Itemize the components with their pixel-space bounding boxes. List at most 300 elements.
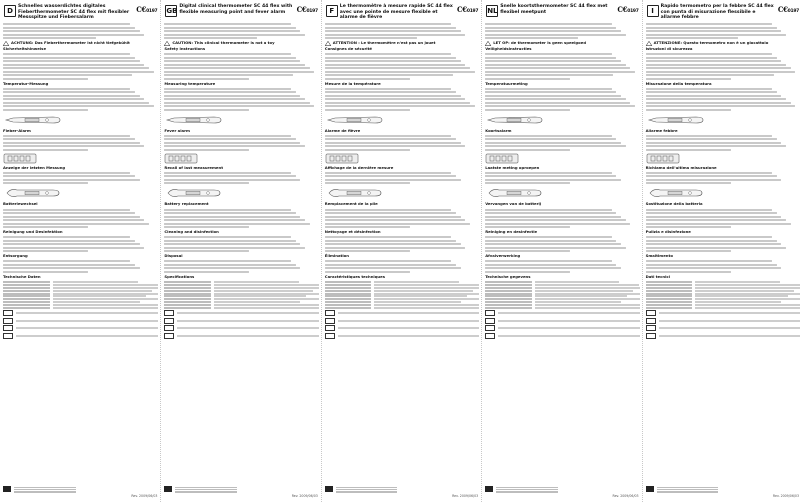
text-line xyxy=(3,37,96,39)
specifications-heading: Caractéristiques techniques xyxy=(324,273,385,279)
text-line xyxy=(325,260,452,262)
spec-row xyxy=(325,307,479,309)
label-symbol-icon xyxy=(485,333,495,339)
text-line xyxy=(485,219,625,221)
section-heading: Sostituzione della batteria xyxy=(645,201,703,207)
text-line xyxy=(164,145,304,147)
text-line xyxy=(325,105,475,107)
caution-heading: CAUTION: This clinical thermometer is not a toy xyxy=(172,39,275,45)
language-column-f xyxy=(321,0,481,502)
text-line xyxy=(646,91,777,93)
label-symbol-icon xyxy=(646,325,656,331)
revision-date: Rev. 2009/06/03 xyxy=(772,494,799,498)
language-column-d xyxy=(0,0,160,502)
text-line xyxy=(325,135,452,137)
language-badge: I xyxy=(647,5,659,17)
section-heading: Koortsalarm xyxy=(485,127,512,133)
spec-row xyxy=(3,290,158,292)
product-title: Snelle koortsthermometer SC 44 flex met flexibel meetpunt xyxy=(500,4,608,15)
warning-triangle-icon xyxy=(646,41,652,46)
symbol-legend-row xyxy=(3,325,158,331)
text-line xyxy=(3,264,135,266)
label-symbol-icon xyxy=(3,333,13,339)
text-line xyxy=(164,219,304,221)
section-heading: Entsorgung xyxy=(3,253,28,259)
column-body xyxy=(325,23,479,339)
thermometer-illustration xyxy=(325,113,385,127)
text-line xyxy=(325,240,456,242)
text-line xyxy=(3,60,140,62)
text-line xyxy=(325,95,461,97)
text-line xyxy=(164,142,300,144)
language-badge: NL xyxy=(487,7,498,15)
caution-block xyxy=(164,41,318,46)
text-line xyxy=(485,142,621,144)
spec-row xyxy=(325,290,479,292)
section-heading: Misurazione della temperatura xyxy=(645,80,712,86)
text-line xyxy=(164,240,295,242)
text-line xyxy=(3,105,154,107)
manufacturer-icon xyxy=(3,486,11,492)
text-line xyxy=(164,109,249,111)
text-line xyxy=(325,74,453,76)
section-heading: Measuring temperature xyxy=(164,80,216,86)
text-line xyxy=(325,236,452,238)
text-line xyxy=(646,182,731,184)
text-line xyxy=(164,216,300,218)
text-line xyxy=(485,91,616,93)
text-line xyxy=(164,37,257,39)
section-heading: Batteriewechsel xyxy=(3,201,38,207)
symbol-legend-row xyxy=(3,318,158,324)
ce-symbol: C€ xyxy=(136,5,147,14)
spec-row xyxy=(485,304,639,306)
spec-row xyxy=(164,301,318,303)
specifications-table xyxy=(3,281,158,308)
label-symbol-icon xyxy=(3,325,13,331)
text-line xyxy=(3,67,149,69)
text-line xyxy=(485,74,613,76)
manufacturer-address xyxy=(657,486,718,493)
text-line xyxy=(164,27,295,29)
spec-row xyxy=(164,284,318,286)
spec-row xyxy=(646,307,800,309)
product-title: Le thermomètre à mesure rapide SC 44 flex avec une pointe de mesure flexible et alarme de fièvre xyxy=(339,4,453,21)
text-line xyxy=(325,64,465,66)
column-header xyxy=(646,3,800,21)
text-line xyxy=(646,23,773,25)
spec-row xyxy=(325,284,479,286)
warning-triangle-icon xyxy=(325,41,331,46)
caution-block xyxy=(485,41,639,46)
text-line xyxy=(485,135,612,137)
text-line xyxy=(3,223,149,225)
text-line xyxy=(164,267,300,269)
text-line xyxy=(485,102,630,104)
text-line xyxy=(3,219,144,221)
section-heading: Battery replacement xyxy=(164,201,209,207)
column-header xyxy=(3,3,158,21)
label-symbol-icon xyxy=(325,333,335,339)
text-line xyxy=(325,182,410,184)
caution-block xyxy=(325,41,479,46)
symbol-legend-row xyxy=(485,333,639,339)
display-illustration xyxy=(325,153,359,164)
section-heading: Afvalverwerking xyxy=(485,253,521,259)
text-line xyxy=(164,91,295,93)
label-symbol-icon xyxy=(3,310,13,316)
spec-row xyxy=(3,293,158,295)
section-heading: Mesure de la température xyxy=(324,80,381,86)
text-line xyxy=(646,98,786,100)
product-title: Digital clinical thermometer SC 44 flex with flexible measuring point and fever alarm xyxy=(179,4,293,15)
text-line xyxy=(3,172,130,174)
section-heading: Affichage de la dernière mesure xyxy=(324,164,394,170)
text-line xyxy=(325,98,465,100)
display-illustration xyxy=(646,153,680,164)
symbol-legend-row xyxy=(325,333,479,339)
text-line xyxy=(646,172,773,174)
text-line xyxy=(164,67,309,69)
text-line xyxy=(3,240,135,242)
column-header xyxy=(325,3,479,21)
spec-row xyxy=(325,304,479,306)
text-line xyxy=(485,267,621,269)
text-line xyxy=(646,135,773,137)
text-line xyxy=(646,260,773,262)
spec-row xyxy=(3,295,158,297)
text-line xyxy=(325,102,470,104)
text-line xyxy=(646,240,777,242)
spec-row xyxy=(646,290,800,292)
text-line xyxy=(164,271,249,273)
text-line xyxy=(3,267,140,269)
symbol-legend-row xyxy=(485,318,639,324)
label-symbol-icon xyxy=(325,318,335,324)
text-line xyxy=(325,37,418,39)
text-line xyxy=(164,34,304,36)
section-heading: Sicherheitshinweise xyxy=(3,46,47,52)
text-line xyxy=(646,95,782,97)
ce-symbol: C€ xyxy=(296,5,307,14)
manufacturer-footer xyxy=(164,486,317,498)
display-illustration xyxy=(3,153,37,164)
label-symbol-icon xyxy=(646,333,656,339)
text-line xyxy=(485,23,612,25)
spec-row xyxy=(485,284,639,286)
spec-row xyxy=(3,281,158,283)
text-line xyxy=(646,109,731,111)
text-line xyxy=(646,264,777,266)
spec-row xyxy=(325,281,479,283)
text-line xyxy=(3,109,88,111)
text-line xyxy=(646,64,786,66)
symbol-legend-row xyxy=(164,333,318,339)
manufacturer-address xyxy=(496,486,557,493)
spec-row xyxy=(485,281,639,283)
text-line xyxy=(3,91,135,93)
text-line xyxy=(164,243,300,245)
spec-row xyxy=(325,293,479,295)
text-line xyxy=(3,135,130,137)
text-line xyxy=(3,138,135,140)
text-line xyxy=(3,88,130,90)
text-line xyxy=(164,223,309,225)
text-line xyxy=(325,179,461,181)
text-line xyxy=(646,145,786,147)
text-line xyxy=(3,34,144,36)
text-line xyxy=(485,216,621,218)
text-line xyxy=(325,30,461,32)
text-line xyxy=(164,260,291,262)
symbol-legend-row xyxy=(3,310,158,316)
manufacturer-icon xyxy=(485,486,493,492)
specifications-table xyxy=(325,281,479,308)
ce-mark xyxy=(778,5,799,14)
label-symbol-icon xyxy=(485,318,495,324)
text-line xyxy=(3,216,140,218)
text-line xyxy=(164,102,309,104)
symbol-legend-row xyxy=(3,333,158,339)
text-line xyxy=(164,78,249,80)
text-line xyxy=(485,175,616,177)
symbol-legend-row xyxy=(646,318,800,324)
text-line xyxy=(646,30,782,32)
ce-symbol: C€ xyxy=(617,5,628,14)
specifications-heading: Dati tecnici xyxy=(645,273,670,279)
text-line xyxy=(3,64,144,66)
language-column-nl xyxy=(481,0,641,502)
section-heading: Temperatuurmeting xyxy=(485,80,528,86)
text-line xyxy=(646,138,777,140)
revision-date: Rev. 2009/06/03 xyxy=(612,494,639,498)
caution-heading: ATTENTION : Le thermomètre n'est pas un jouet xyxy=(332,39,436,45)
text-line xyxy=(485,109,570,111)
text-line xyxy=(164,57,295,59)
section-heading: Reinigung und Desinfektion xyxy=(3,229,63,235)
text-line xyxy=(164,250,249,252)
text-line xyxy=(485,212,616,214)
text-line xyxy=(325,145,465,147)
symbol-legend-row xyxy=(164,325,318,331)
text-line xyxy=(3,74,132,76)
manufacturer-icon xyxy=(164,486,172,492)
text-line xyxy=(646,27,777,29)
text-line xyxy=(646,175,777,177)
text-line xyxy=(3,27,135,29)
section-heading: Élimination xyxy=(324,253,349,259)
flexible-tip-illustration xyxy=(3,186,63,200)
section-heading: Consignes de sécurité xyxy=(324,46,373,52)
text-line xyxy=(646,212,777,214)
text-line xyxy=(485,27,616,29)
spec-row xyxy=(646,298,800,300)
text-line xyxy=(3,243,140,245)
text-line xyxy=(646,37,739,39)
product-title: Rapido termometro per la febbre SC 44 flex con punta di misurazione flessibile e allarme febbre xyxy=(660,4,774,21)
text-line xyxy=(3,271,88,273)
ce-mark xyxy=(617,5,638,14)
language-column-i xyxy=(642,0,802,502)
text-line xyxy=(325,175,456,177)
text-line xyxy=(3,179,140,181)
text-line xyxy=(164,182,249,184)
column-header xyxy=(485,3,639,21)
language-badge: D xyxy=(4,5,16,17)
text-line xyxy=(164,71,314,73)
label-symbol-icon xyxy=(164,325,174,331)
spec-row xyxy=(164,304,318,306)
text-line xyxy=(485,64,625,66)
text-line xyxy=(3,175,135,177)
text-line xyxy=(325,250,410,252)
revision-date: Rev. 2009/06/03 xyxy=(452,494,479,498)
spec-row xyxy=(164,295,318,297)
section-heading: Richiamo dell'ultima misurazione xyxy=(645,164,717,170)
label-symbol-icon xyxy=(325,310,335,316)
text-line xyxy=(646,247,786,249)
text-line xyxy=(3,182,88,184)
text-line xyxy=(485,98,625,100)
text-line xyxy=(3,212,135,214)
section-heading: Cleaning and disinfection xyxy=(164,229,219,235)
section-heading: Istruzioni di sicurezza xyxy=(645,46,693,52)
text-line xyxy=(646,219,786,221)
specifications-table xyxy=(164,281,318,308)
specifications-heading: Technische gegevens xyxy=(485,273,531,279)
revision-date: Rev. 2009/06/03 xyxy=(291,494,318,498)
text-line xyxy=(485,138,616,140)
spec-row xyxy=(646,304,800,306)
ce-mark xyxy=(136,5,157,14)
text-line xyxy=(646,271,731,273)
symbol-legend-row xyxy=(325,325,479,331)
text-line xyxy=(485,78,570,80)
text-line xyxy=(325,247,465,249)
warning-triangle-icon xyxy=(164,41,170,46)
ce-notified-body: 0197 xyxy=(306,9,318,14)
symbol-legend-row xyxy=(325,310,479,316)
text-line xyxy=(485,209,612,211)
specifications-heading: Specifications xyxy=(164,273,195,279)
text-line xyxy=(3,236,130,238)
label-symbol-icon xyxy=(164,310,174,316)
spec-row xyxy=(164,281,318,283)
text-line xyxy=(485,37,578,39)
specifications-table xyxy=(485,281,639,308)
label-symbol-icon xyxy=(646,310,656,316)
spec-row xyxy=(3,298,158,300)
spec-row xyxy=(164,293,318,295)
text-line xyxy=(485,226,570,228)
text-line xyxy=(164,74,292,76)
text-line xyxy=(3,71,154,73)
spec-row xyxy=(325,287,479,289)
text-line xyxy=(3,209,130,211)
text-line xyxy=(646,57,777,59)
text-line xyxy=(164,98,304,100)
manufacturer-footer xyxy=(485,486,638,498)
thermometer-illustration xyxy=(164,113,224,127)
section-heading: Laatste meting oproepen xyxy=(485,164,540,170)
caution-heading: LET OP: de thermometer is geen speelgoed xyxy=(493,39,587,45)
flexible-tip-illustration xyxy=(485,186,545,200)
section-heading: Disposal xyxy=(164,253,183,259)
text-line xyxy=(485,88,612,90)
manufacturer-icon xyxy=(646,486,654,492)
caution-heading: ATTENZIONE: Questo termometro non è un giocattolo xyxy=(653,39,769,45)
revision-date: Rev. 2009/06/03 xyxy=(131,494,158,498)
ce-notified-body: 0197 xyxy=(466,9,479,14)
spec-row xyxy=(646,293,800,295)
manufacturer-address xyxy=(14,486,76,493)
text-line xyxy=(325,212,456,214)
text-line xyxy=(485,30,621,32)
text-line xyxy=(3,23,130,25)
thermometer-illustration xyxy=(646,113,706,127)
column-body xyxy=(485,23,639,339)
label-symbol-icon xyxy=(164,318,174,324)
text-line xyxy=(485,260,612,262)
text-line xyxy=(164,23,291,25)
text-line xyxy=(3,30,140,32)
spec-row xyxy=(646,284,800,286)
ce-mark xyxy=(457,5,478,14)
section-heading: Safety instructions xyxy=(164,46,206,52)
column-body xyxy=(164,23,318,339)
manufacturer-address xyxy=(336,486,397,493)
text-line xyxy=(325,23,452,25)
symbol-legend-row xyxy=(164,318,318,324)
text-line xyxy=(646,74,774,76)
text-line xyxy=(485,179,621,181)
symbol-legend-row xyxy=(164,310,318,316)
text-line xyxy=(325,243,461,245)
caution-block xyxy=(3,41,158,46)
text-line xyxy=(646,142,782,144)
section-heading: Veiligheidsinstructies xyxy=(485,46,532,52)
text-line xyxy=(325,71,475,73)
text-line xyxy=(325,149,410,151)
text-line xyxy=(325,172,452,174)
text-line xyxy=(164,30,300,32)
section-heading: Alarme de fièvre xyxy=(324,127,361,133)
spec-row xyxy=(485,287,639,289)
text-line xyxy=(325,271,410,273)
text-line xyxy=(646,250,731,252)
text-line xyxy=(164,149,249,151)
warning-triangle-icon xyxy=(485,41,491,46)
spec-row xyxy=(3,301,158,303)
text-line xyxy=(325,60,461,62)
text-line xyxy=(325,264,456,266)
specifications-table xyxy=(646,281,800,308)
text-line xyxy=(164,138,295,140)
text-line xyxy=(3,149,88,151)
text-line xyxy=(325,78,410,80)
text-line xyxy=(3,260,130,262)
spec-row xyxy=(164,307,318,309)
text-line xyxy=(485,149,570,151)
text-line xyxy=(485,250,570,252)
text-line xyxy=(164,247,304,249)
manufacturer-footer xyxy=(325,486,478,498)
text-line xyxy=(325,216,461,218)
text-line xyxy=(164,236,291,238)
text-line xyxy=(646,226,731,228)
section-heading: Pulizia e disinfezione xyxy=(645,229,691,235)
section-heading: Smaltimento xyxy=(645,253,673,259)
